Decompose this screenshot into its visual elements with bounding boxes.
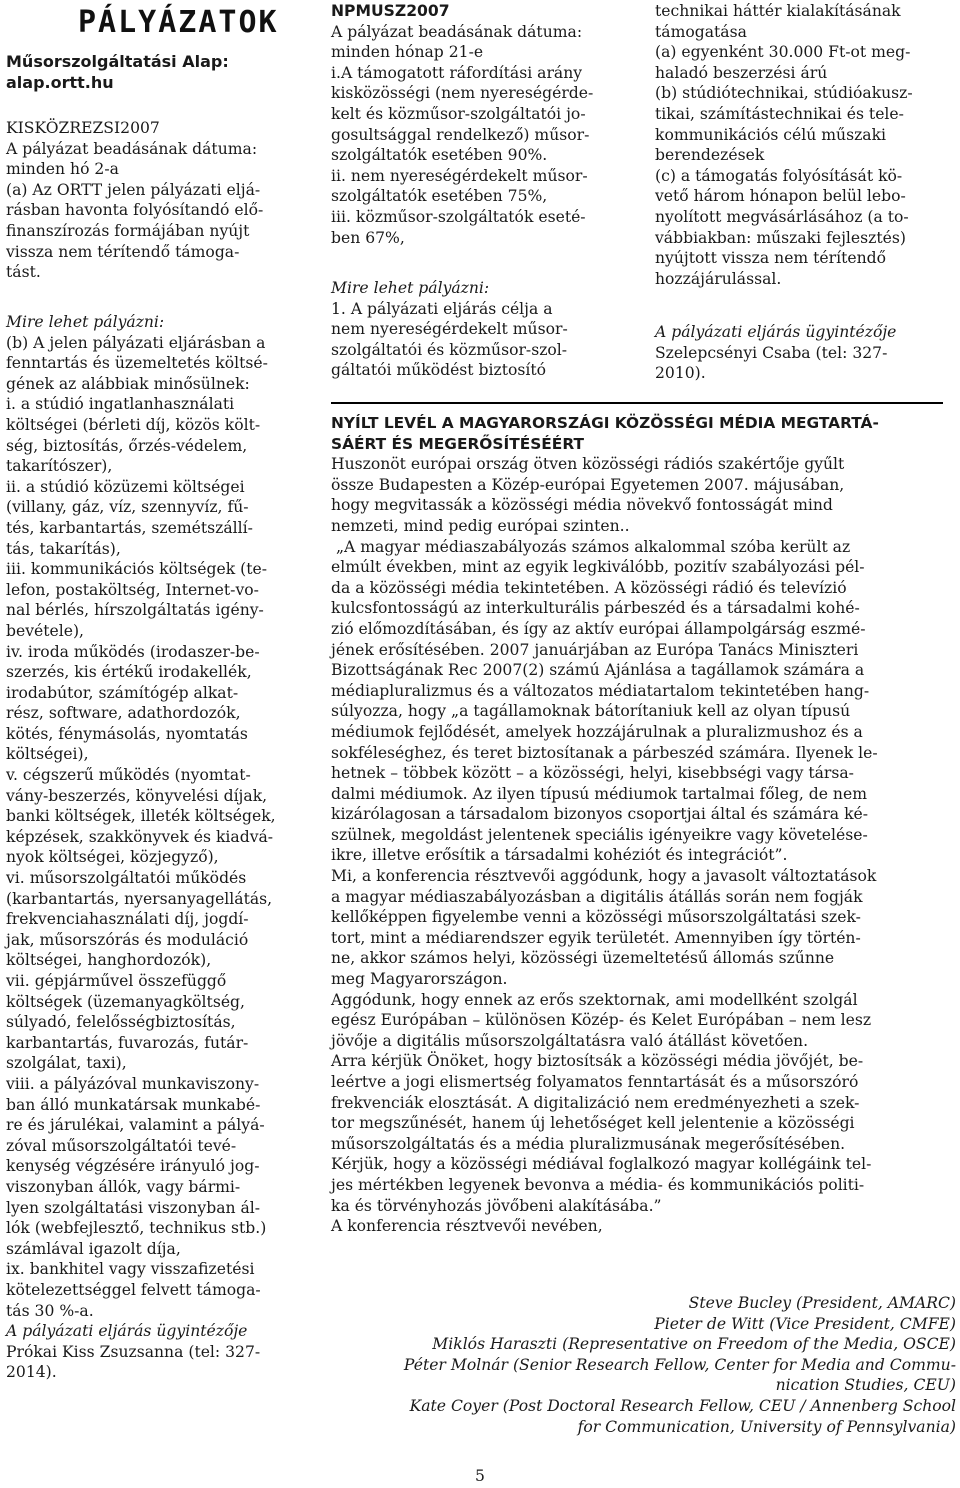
- text-line: ii. nem nyereségérdekelt műsor-: [331, 166, 588, 185]
- list-line: iv. iroda működés (irodaszer-be-: [6, 642, 260, 661]
- letter-line: Aggódunk, hogy ennek az erős szektornak, ami modellként szolgál: [331, 990, 858, 1009]
- text-line: technikai háttér kialakításának: [655, 2, 901, 20]
- letter-line: nemzeti, mind pedig európai szinten..: [331, 516, 630, 535]
- list-line: tás, takarítás),: [6, 539, 121, 558]
- letter-line: műsorszolgáltatás és a média pluralizmusának megerősítésében.: [331, 1134, 846, 1153]
- list-line: szolgálat, taxi),: [6, 1054, 127, 1073]
- letter-line: meg Magyarországon.: [331, 970, 508, 989]
- text-line: tást.: [6, 263, 41, 282]
- list-line: képzések, szakkönyvek és kiadvá-: [6, 827, 274, 846]
- text-line: nem nyereségérdekelt műsor-: [331, 320, 568, 339]
- list-line: lók (webfejlesztő, technikus stb.): [6, 1219, 267, 1238]
- letter-line: Mi, a konferencia résztvevői aggódunk, hogy a javasolt változtatások: [331, 867, 877, 886]
- letter-line: „A magyar médiaszabályozás számos alkalommal szóba került az: [331, 537, 851, 556]
- letter-line: tor megszűnését, hanem új lehetőséget kell jelentenie a közösségi: [331, 1114, 855, 1133]
- contact-line: Prókai Kiss Zsuzsanna (tel: 327-: [6, 1342, 261, 1361]
- grant-code: KISKÖZREZSI2007: [6, 119, 160, 137]
- list-line: költségek (üzemanyagköltség,: [6, 992, 245, 1011]
- letter-line: jének erősítésében. 2007 januárjában az Európa Tanács Miniszteri: [331, 640, 859, 659]
- contact-block: [655, 322, 955, 384]
- letter-line: hetnek – többek között – a közösségi, helyi, kisebbségi vagy társa-: [331, 764, 854, 783]
- text-line: (b) stúdiótechnikai, stúdióakusz-: [655, 84, 913, 103]
- text-line: szolgáltatói és közműsor-szol-: [331, 340, 568, 359]
- npmusz-purpose: [331, 278, 631, 381]
- list-line: nyok költségei, közjegyző),: [6, 848, 219, 867]
- list-line: zóval műsorszolgáltatói tevé-: [6, 1136, 237, 1155]
- letter-line: frekvenciák elosztását. A digitalizáció nem eredményezheti a szek-: [331, 1093, 860, 1112]
- letter-line: Bizottságának Rec 2007(2) számú Ajánlása a tagállamok számára a: [331, 661, 865, 680]
- letter-line: súlyozza, hogy „a tagállamoknak bátorítaniuk kell az olyan típusú: [331, 702, 851, 721]
- title-line: SÁÉRT ÉS MEGERŐSÍTÉSÉÉRT: [331, 434, 584, 453]
- text-line: nyújtott vissza nem térítendő: [655, 249, 887, 268]
- text-line: vábbiakban: műszaki fejlesztés): [655, 228, 906, 247]
- list-line: viii. a pályázóval munkaviszony-: [6, 1074, 260, 1093]
- text-line: gosultsággal rendelkező) műsor-: [331, 125, 590, 144]
- site-url: alap.ortt.hu: [6, 73, 114, 92]
- letter-line: leértve a jogi elismertség folyamatos fenntartását és a műsorszóró: [331, 1073, 859, 1091]
- letter-line: szülnek, megoldást jelentenek speciális igényeikre vagy követelése-: [331, 825, 868, 844]
- grant-code: NPMUSZ2007: [331, 2, 450, 20]
- text-line: ben 67%,: [331, 228, 405, 247]
- text-line: A pályázat beadásának dátuma:: [6, 139, 258, 158]
- list-line: számlával igazolt díja,: [6, 1239, 181, 1258]
- list-line: jak, műsorszórás és moduláció: [6, 930, 249, 949]
- signature-block: [316, 1293, 956, 1437]
- contact-line: 2010).: [655, 364, 706, 383]
- letter-line: kellőképpen figyelembe venni a közösségi műsorszolgáltatási szek-: [331, 908, 861, 927]
- list-line: rész, software, adathordozók,: [6, 704, 241, 723]
- text-line: szolgáltatók esetében 90%.: [331, 146, 548, 165]
- letter-line: elmúlt években, mint az egyik legkiválóbb, pozitív szabályozási pél-: [331, 558, 865, 577]
- list-line: i. a stúdió ingatlanhasználati: [6, 395, 235, 414]
- list-line: bevétele),: [6, 621, 84, 640]
- list-line: banki költségek, illeték költségek,: [6, 807, 276, 826]
- contact-heading: A pályázati eljárás ügyintézője: [6, 1322, 248, 1341]
- text-line: haladó beszerzési árú: [655, 63, 828, 82]
- list-line: takarítószer),: [6, 457, 113, 476]
- list-line: vány-beszerzés, könyvelési díjak,: [6, 786, 268, 805]
- page-number: 5: [475, 1467, 485, 1485]
- title-line: NYÍLT LEVÉL A MAGYARORSZÁGI KÖZÖSSÉGI MÉDIA MEGTARTÁ-: [331, 414, 879, 432]
- text-line: berendezések: [655, 146, 765, 165]
- list-line: viszonyban állók, vagy bármi-: [6, 1177, 241, 1196]
- list-line: szerzés, kis értékű irodakellék,: [6, 663, 252, 682]
- site-reference: [6, 51, 306, 93]
- letter-line: sokféleséghez, és teret biztosítanak a párbeszéd számára. Ilyenek le-: [331, 743, 878, 762]
- text-line: vissza nem térítendő támoga-: [6, 242, 240, 261]
- eligible-costs-list: [6, 312, 306, 1383]
- letter-line: tort, mint a médiarendszer egyik területét. Amennyiben így történ-: [331, 928, 861, 947]
- signature-line: Péter Molnár (Senior Research Fellow, Center for Media and Commu-: [403, 1355, 956, 1374]
- letter-line: jes mértékben legyenek bevonva a média- és kommunikációs politi-: [331, 1175, 865, 1194]
- list-line: irodabútor, számítógép alkat-: [6, 683, 239, 702]
- text-line: A pályázat beadásának dátuma:: [331, 22, 583, 41]
- list-line: kötelezettséggel felvett támoga-: [6, 1280, 261, 1299]
- contact-line: Szelepcsényi Csaba (tel: 327-: [655, 343, 888, 362]
- list-line: (villany, gáz, víz, szennyvíz, fű-: [6, 498, 249, 517]
- letter-line: egész Európában – különösen Közép- és Kelet Európában – nem lesz: [331, 1011, 872, 1030]
- text-line: minden hó 2-a: [6, 160, 119, 179]
- text-line: támogatása: [655, 22, 747, 41]
- text-line: (c) a támogatás folyósítását kö-: [655, 166, 903, 185]
- list-line: fenntartás és üzemeltetés költsé-: [6, 354, 268, 373]
- list-line: kötés, fénymásolás, nyomtatás: [6, 724, 248, 743]
- list-line: vii. gépjárművel összefüggő: [6, 972, 227, 990]
- site-line: Műsorszolgáltatási Alap:: [6, 52, 229, 71]
- letter-line: ka és törvényhozás jövőbeni alakításába.”: [331, 1196, 662, 1215]
- list-line: gének az alábbiak minősülnek:: [6, 374, 250, 393]
- text-line: rásban havonta folyósítandó elő-: [6, 201, 264, 220]
- list-line: vi. műsorszolgáltatói működés: [6, 869, 247, 888]
- text-line: 1. A pályázati eljárás célja a: [331, 299, 553, 318]
- signature-line: for Communication, University of Pennsylvania): [577, 1417, 956, 1436]
- text-line: (a) Az ORTT jelen pályázati eljá-: [6, 180, 261, 199]
- letter-line: Huszonöt európai ország ötven közösségi rádiós szakértője gyűlt: [331, 455, 845, 474]
- npmusz-continued: [655, 1, 955, 289]
- letter-line: dalmi médiumok. Az ilyen típusú médiumok tartalmai főleg, de nem: [331, 784, 867, 803]
- letter-line: jövője a digitális műsorszolgáltatásra való átállást követően.: [331, 1031, 809, 1050]
- text-line: nyolított megvásárlásához (a to-: [655, 207, 909, 226]
- list-line: (karbantartás, nyersanyagellátás,: [6, 889, 273, 908]
- text-line: szolgáltatók esetében 75%,: [331, 187, 548, 206]
- text-line: tikai, számítástechnikai és tele-: [655, 104, 904, 123]
- list-line: ban álló munkatársak munkabé-: [6, 1095, 261, 1114]
- letter-line: Arra kérjük Önöket, hogy biztosítsák a közösségi média jövőjét, be-: [331, 1052, 864, 1071]
- text-line: vető három hónapon belül lebo-: [655, 187, 906, 206]
- grant-block-npmusz: [331, 1, 631, 248]
- list-line: iii. kommunikációs költségek (te-: [6, 560, 267, 579]
- list-line: lefon, postaköltség, Internet-vo-: [6, 580, 259, 599]
- text-line: kelt és közműsor-szolgáltatói jo-: [331, 104, 586, 123]
- list-line: súlyadó, felelősségbiztosítás,: [6, 1013, 236, 1032]
- list-line: tás 30 %-a.: [6, 1301, 94, 1320]
- letter-line: ne, akkor számos helyi, közösségi üzemeltetésű állomás szűnne: [331, 949, 835, 968]
- text-line: gáltatói működést biztosító: [331, 361, 547, 380]
- list-line: re és járulékai, valamint a pályá-: [6, 1116, 265, 1135]
- list-line: költségei (bérleti díj, közös költ-: [6, 415, 261, 434]
- text-line: minden hónap 21-e: [331, 43, 484, 62]
- signature-line: Miklós Haraszti (Representative on Freedom of the Media, OSCE): [432, 1335, 956, 1354]
- text-line: kommunikációs célú műszaki: [655, 125, 887, 144]
- list-line: karbantartás, fuvarozás, futár-: [6, 1033, 249, 1052]
- letter-line: kulcsfontosságú az interkulturális párbeszéd és a társadalmi kohé-: [331, 599, 860, 618]
- text-line: finanszírozás formájában nyújt: [6, 221, 250, 240]
- grant-block-kiskozrezsi: [6, 118, 306, 283]
- list-line: (b) A jelen pályázati eljárásban a: [6, 333, 266, 352]
- text-line: (a) egyenként 30.000 Ft-ot meg-: [655, 43, 911, 62]
- text-line: hozzájárulással.: [655, 269, 782, 288]
- letter-line: zió előmozdításában, és így az aktív európai állampolgárság eszmé-: [331, 619, 866, 638]
- text-line: kisközösségi (nem nyereségérde-: [331, 84, 594, 103]
- letter-line: ikre, illetve erősítik a társadalmi kohéziót és integrációt”.: [331, 846, 788, 865]
- letter-title: [331, 413, 948, 454]
- letter-line: da a közösségi média tekintetében. A közösségi rádió és televízió: [331, 578, 847, 597]
- section-heading: Mire lehet pályázni:: [6, 313, 165, 331]
- letter-line: hogy megvitassák a közösségi média növekvő fontosságát mind: [331, 496, 833, 515]
- list-line: költségei),: [6, 745, 89, 764]
- letter-line: A konferencia résztvevői nevében,: [331, 1217, 603, 1236]
- section-masthead: PÁLYÁZATOK: [78, 5, 279, 40]
- list-line: lyen szolgáltatási viszonyban ál-: [6, 1198, 261, 1217]
- list-line: kenység végzésére irányuló jog-: [6, 1157, 260, 1176]
- letter-line: Kérjük, hogy a közösségi médiával foglalkozó magyar kollégáink tel-: [331, 1155, 872, 1174]
- list-line: ség, biztosítás, őrzés-védelem,: [6, 436, 248, 455]
- list-line: nal bérlés, hírszolgáltatás igény-: [6, 601, 264, 620]
- letter-line: médiapluralizmus és a változatos médiatartalom tekintetében hang-: [331, 681, 870, 700]
- signature-line: Kate Coyer (Post Doctoral Research Fellow, CEU / Annenberg School: [409, 1396, 956, 1415]
- list-line: ix. bankhitel vagy visszafizetési: [6, 1260, 255, 1279]
- signature-line: Steve Bucley (President, AMARC): [688, 1294, 956, 1312]
- letter-line: médiumok fejlődését, amelyek hozzájárulnak a pluralizmushoz és a: [331, 722, 863, 741]
- contact-line: 2014).: [6, 1363, 57, 1382]
- list-line: frekvenciahasználati díj, jogdí-: [6, 910, 249, 929]
- letter-line: kizárólagosan a társadalom bizonyos csoportjai által és számára ké-: [331, 805, 869, 824]
- list-line: költségei, hanghordozók),: [6, 951, 212, 970]
- list-line: v. cégszerű működés (nyomtat-: [6, 766, 251, 785]
- section-divider: [331, 402, 943, 404]
- signature-line: nication Studies, CEU): [775, 1376, 956, 1395]
- letter-line: a magyar médiaszabályozásban a digitális átállás során nem fogják: [331, 887, 863, 906]
- contact-heading: A pályázati eljárás ügyintézője: [655, 323, 897, 341]
- letter-line: össze Budapesten a Közép-európai Egyetemen 2007. májusában,: [331, 475, 845, 494]
- text-line: iii. közműsor-szolgáltatók eseté-: [331, 207, 586, 226]
- list-line: ii. a stúdió közüzemi költségei: [6, 477, 245, 496]
- open-letter: [331, 413, 948, 1237]
- list-line: tés, karbantartás, szemétszállí-: [6, 518, 253, 537]
- signature-line: Pieter de Witt (Vice President, CMFE): [654, 1314, 956, 1333]
- section-heading: Mire lehet pályázni:: [331, 279, 490, 297]
- text-line: i.A támogatott ráfordítási arány: [331, 63, 583, 82]
